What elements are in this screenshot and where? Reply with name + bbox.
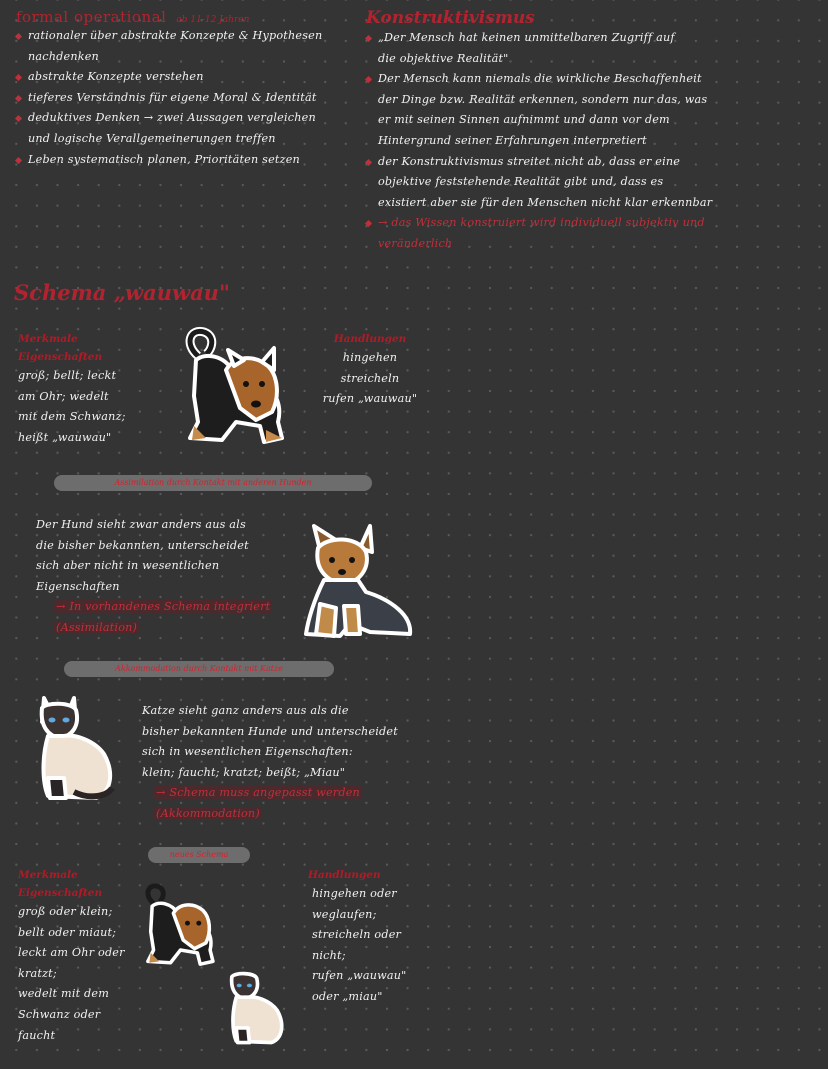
constructivism-line: objektive feststehende Realität gibt und, dass es <box>378 175 664 189</box>
section1-actions <box>300 348 440 410</box>
constructivism-item <box>366 152 786 214</box>
description-line: sich in wesentlichen Eigenschaften: <box>142 745 353 759</box>
action-line: weglaufen; <box>312 907 377 921</box>
feature-line: Schwanz oder <box>18 1007 101 1021</box>
constructivism-line: er mit seinen Sinnen aufnimmt und dann vor dem <box>378 113 670 127</box>
constructivism-item <box>366 69 786 151</box>
section4-left <box>18 866 148 1046</box>
conclusion-line: → In vorhandenes Schema integriert <box>56 600 271 614</box>
constructivism-line: veränderlich <box>378 236 453 250</box>
description-line: Der Hund sieht zwar anders aus als <box>36 518 246 531</box>
formal-operational-subtitle: ab 11-12 Jahren <box>176 15 250 25</box>
action-line: oder „miau" <box>312 989 383 1003</box>
description-line: bisher bekannten Hunde und unterscheidet <box>142 724 398 738</box>
accommodation-pill: Akkommodation durch Kontakt mit Katze <box>64 661 334 677</box>
action-line: rufen „wauwau" <box>322 392 418 406</box>
constructivism-item <box>366 213 786 254</box>
constructivism-item <box>366 28 786 69</box>
formal-operational-line: tieferes Verständnis für eigene Moral & Identität <box>28 90 317 104</box>
section2-text <box>36 515 286 597</box>
feature-line: mit dem Schwanz; <box>18 410 126 424</box>
feature-line: am Ohr; wedelt <box>18 389 109 403</box>
feature-line: kratzt; <box>18 966 57 980</box>
formal-operational-line: und logische Verallgemeinerungen treffen <box>28 131 276 145</box>
section1-left <box>18 330 148 448</box>
formal-operational-list <box>16 26 356 170</box>
formal-operational-item <box>16 88 356 109</box>
merkmale-label: Merkmale <box>18 333 78 345</box>
formal-operational-item <box>16 67 356 88</box>
conclusion-line: (Akkommodation) <box>156 806 260 820</box>
constructivism-list <box>366 28 786 255</box>
section1-features <box>18 366 148 448</box>
formal-operational-block <box>16 8 356 170</box>
section2-conclusion <box>36 597 286 638</box>
feature-line: heißt „wauwau" <box>18 430 112 444</box>
section4-features <box>18 902 148 1046</box>
assimilation-pill: Assimilation durch Kontakt mit anderen Hunden <box>54 475 372 491</box>
action-line: streicheln oder <box>312 928 402 942</box>
formal-operational-item <box>16 108 356 149</box>
formal-operational-line: rationaler über abstrakte Konzepte & Hypothesen <box>28 29 323 42</box>
description-line: Eigenschaften <box>36 579 120 593</box>
constructivism-line: Hintergrund seiner Erfahrungen interpretiert <box>378 133 647 147</box>
feature-line: leckt am Ohr oder <box>18 946 125 960</box>
feature-line: bellt oder miaut; <box>18 925 117 939</box>
section1-right <box>300 330 440 410</box>
action-line: nicht; <box>312 948 346 962</box>
section3-text-block <box>142 701 432 825</box>
merkmale-label-new: Merkmale <box>18 869 78 881</box>
constructivism-line: der Dinge bzw. Realität erkennen, sondern nur das, was <box>378 92 708 106</box>
schema-title: Schema „wauwau" <box>14 280 230 305</box>
siamese-cat-illustration <box>34 692 116 808</box>
formal-operational-item <box>16 26 356 67</box>
formal-operational-line: Leben systematisch planen, Prioritäten setzen <box>28 152 300 166</box>
description-line: die bisher bekannten, unterscheidet <box>36 538 249 552</box>
description-line: Katze sieht ganz anders aus als die <box>142 704 349 717</box>
formal-operational-line: deduktives Denken → zwei Aussagen vergleichen <box>28 111 316 125</box>
section2-text-block <box>36 515 286 639</box>
constructivism-line: der Konstruktivismus streitet nicht ab, dass er eine <box>378 154 681 168</box>
constructivism-line: → das Wissen konstruiert wird individuell subjektiv und <box>378 216 705 230</box>
german-shepherd-puppy-small-illustration <box>138 882 220 974</box>
conclusion-line: → Schema muss angepasst werden <box>156 786 360 800</box>
constructivism-line: existiert aber sie für den Menschen nicht klar erkennbar <box>378 195 713 209</box>
eigenschaften-label: Eigenschaften <box>18 351 103 363</box>
constructivism-line: die objektive Realität" <box>378 51 509 65</box>
feature-line: wedelt mit dem <box>18 987 110 1001</box>
feature-line: groß oder klein; <box>18 905 113 918</box>
formal-operational-line: abstrakte Konzepte verstehen <box>28 70 204 84</box>
constructivism-title: Konstruktivismus <box>366 8 535 28</box>
eigenschaften-label-new: Eigenschaften <box>18 887 103 899</box>
action-line: hingehen <box>342 351 398 364</box>
description-line: klein; faucht; kratzt; beißt; „Miau" <box>142 765 346 779</box>
constructivism-line: „Der Mensch hat keinen unmittelbaren Zugriff auf <box>378 31 675 44</box>
action-line: rufen „wauwau" <box>312 969 407 983</box>
action-line: streicheln <box>340 371 400 385</box>
handlungen-label-new: Handlungen <box>308 869 381 881</box>
action-line: hingehen oder <box>312 887 397 900</box>
feature-line: faucht <box>18 1028 56 1042</box>
formal-operational-title: formal operational <box>16 8 167 26</box>
section3-text <box>142 701 432 783</box>
section4-right <box>300 866 440 1008</box>
feature-line: groß; bellt; leckt <box>18 369 117 382</box>
yorkshire-terrier-illustration <box>300 520 418 644</box>
constructivism-block <box>366 8 786 255</box>
handlungen-label: Handlungen <box>333 333 407 345</box>
section4-actions <box>300 884 440 1008</box>
siamese-cat-small-illustration <box>226 962 286 1054</box>
formal-operational-item <box>16 150 356 171</box>
conclusion-line: (Assimilation) <box>56 620 138 634</box>
german-shepherd-puppy-illustration <box>176 326 292 454</box>
formal-operational-line: nachdenken <box>28 49 99 63</box>
constructivism-line: Der Mensch kann niemals die wirkliche Beschaffenheit <box>378 72 702 86</box>
section3-conclusion <box>142 783 432 824</box>
description-line: sich aber nicht in wesentlichen <box>36 559 220 573</box>
new-schema-pill: neues Schema <box>148 847 250 863</box>
